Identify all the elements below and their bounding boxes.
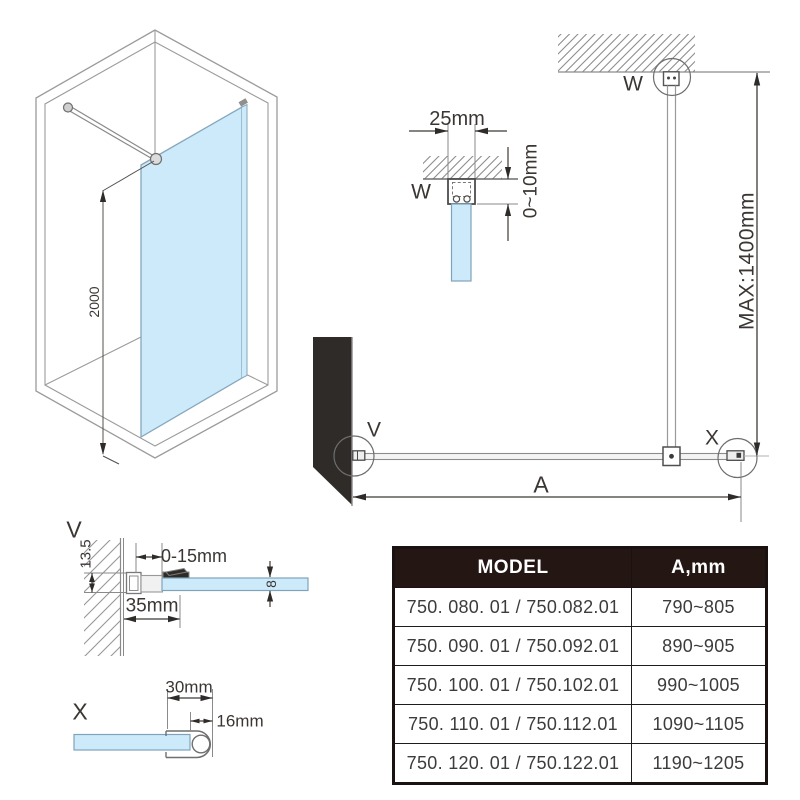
table-row	[394, 588, 767, 627]
elevation-view	[313, 34, 770, 522]
wall-bracket	[353, 451, 365, 460]
iso-height-dimension-label: 2000	[86, 286, 102, 318]
support-bar-iso	[64, 103, 162, 165]
elevation-v-label: V	[366, 418, 382, 442]
isometric-view	[36, 30, 277, 464]
ceiling-hatch	[423, 156, 502, 179]
detail-w-label: W	[411, 180, 431, 204]
a-mm-cell: 1090~1105	[632, 705, 767, 744]
model-spec-table	[392, 546, 768, 785]
detail-v-adjust-label: 0-15mm	[160, 546, 228, 566]
glass-panel-detail-x	[74, 735, 190, 751]
pole-connector	[663, 447, 680, 466]
a-mm-cell: 1190~1205	[632, 744, 767, 784]
table-row	[394, 666, 767, 705]
model-cell: 750. 100. 01 / 750.102.01	[394, 666, 632, 705]
table-row	[394, 744, 767, 784]
detail-v-width-label: 35mm	[125, 595, 179, 617]
ceiling-hatch	[558, 34, 695, 72]
model-cell: 750. 110. 01 / 750.112.01	[394, 705, 632, 744]
elevation-w-label: W	[623, 72, 643, 96]
detail-x-tube-label: 16mm	[216, 711, 264, 731]
glass-panel-detail-w	[452, 204, 472, 281]
a-mm-cell: 990~1005	[632, 666, 767, 705]
elevation-x-label: X	[704, 426, 720, 450]
a-mm-cell: 790~805	[632, 588, 767, 627]
detail-v-glass-thickness-label: 8	[263, 580, 279, 588]
elevation-width-label: A	[533, 471, 549, 498]
model-cell: 750. 120. 01 / 750.122.01	[394, 744, 632, 784]
model-column-header: MODEL	[394, 548, 632, 588]
detail-w-gap-label: 0~10mm	[520, 143, 542, 219]
table-header-row	[394, 548, 767, 588]
ceiling-bracket	[448, 179, 475, 204]
wall-hatch	[313, 337, 352, 505]
detail-v-label: V	[66, 516, 82, 543]
model-cell: 750. 080. 01 / 750.082.01	[394, 588, 632, 627]
detail-x-view	[74, 689, 213, 758]
elevation-max-height-label: MAX:1400mm	[735, 191, 759, 331]
glass-panel-iso	[141, 98, 248, 437]
model-cell: 750. 090. 01 / 750.092.01	[394, 627, 632, 666]
table-row	[394, 627, 767, 666]
detail-x-width-label: 30mm	[165, 677, 213, 697]
detail-v-depth-label: 13.5	[77, 539, 95, 569]
table-row	[394, 705, 767, 744]
a-mm-cell: 890~905	[632, 627, 767, 666]
ceiling-bracket-small	[664, 72, 680, 86]
glass-end-cap	[727, 451, 769, 461]
detail-w-width-label: 25mm	[429, 108, 485, 130]
glass-panel-detail-v	[162, 578, 308, 591]
a-mm-column-header: A,mm	[632, 548, 767, 588]
detail-x-label: X	[72, 698, 88, 725]
